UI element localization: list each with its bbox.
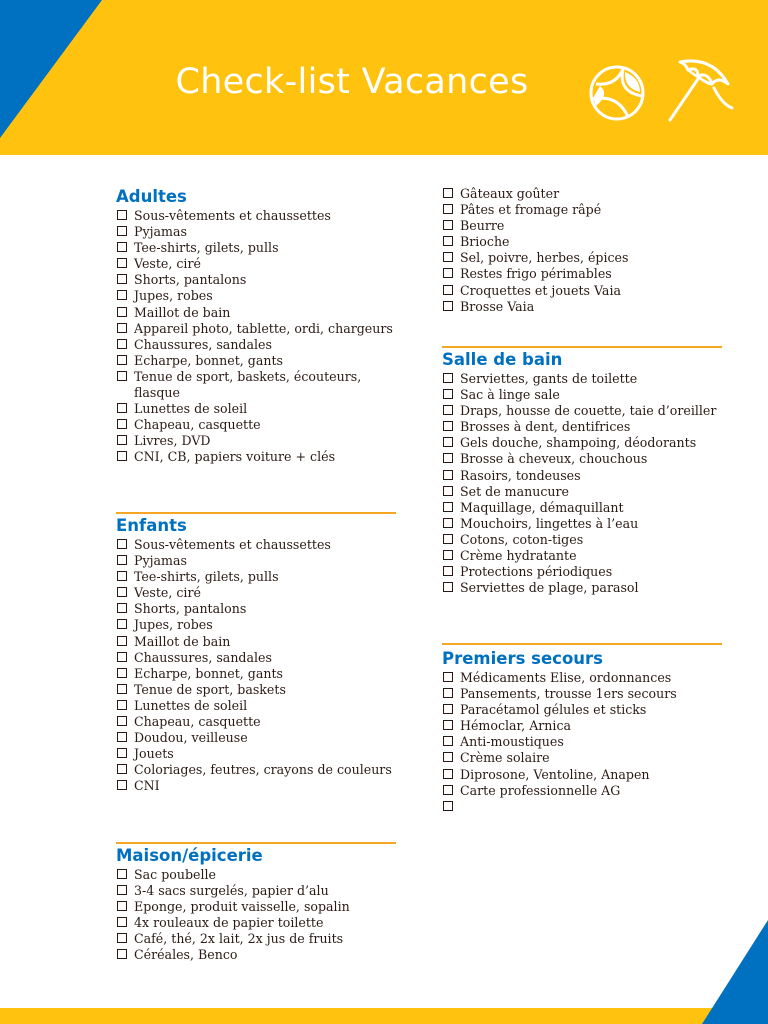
section-title-enfants: Enfants: [116, 516, 187, 535]
checkbox[interactable]: [117, 748, 127, 758]
checkbox[interactable]: [117, 949, 127, 959]
checklist-item: [116, 401, 396, 417]
checkbox[interactable]: [117, 933, 127, 943]
checklist-item: [442, 371, 722, 387]
checkbox[interactable]: [117, 435, 127, 445]
checklist-item: [116, 601, 396, 617]
checkbox[interactable]: [117, 258, 127, 268]
checklist-item: [116, 746, 396, 762]
checkbox[interactable]: [117, 764, 127, 774]
checklist-item-label: Sous-vêtements et chaussettes: [134, 208, 331, 223]
checkbox[interactable]: [443, 785, 453, 795]
checkbox[interactable]: [117, 652, 127, 662]
checklist-item: [116, 682, 396, 698]
checklist-item: [116, 272, 396, 288]
checkbox[interactable]: [117, 716, 127, 726]
checklist-item: [116, 666, 396, 682]
checkbox[interactable]: [443, 268, 453, 278]
checklist-item: [116, 698, 396, 714]
section-maison: [116, 845, 396, 964]
section-title-maison: Maison/épicerie: [116, 846, 263, 865]
checklist-item: [442, 403, 722, 419]
checkbox[interactable]: [117, 780, 127, 790]
checkbox[interactable]: [117, 355, 127, 365]
checklist-item: [442, 734, 722, 750]
checklist-item-label: Maquillage, démaquillant: [460, 499, 624, 515]
checkbox[interactable]: [443, 285, 453, 295]
checklist-item: [116, 867, 396, 883]
checklist-item: [442, 218, 722, 234]
checkbox[interactable]: [117, 403, 127, 413]
checklist-item: [442, 718, 722, 734]
checklist-item-label: Pyjamas: [134, 553, 187, 569]
checklist-item-label: Sac poubelle: [134, 867, 216, 882]
checklist-item: [116, 305, 396, 321]
checklist-item-label: Jupes, robes: [134, 617, 213, 633]
checklist-item-label: Pyjamas: [134, 224, 187, 240]
checklist-item: [116, 585, 396, 601]
checkbox[interactable]: [117, 323, 127, 333]
checklist-item: [442, 702, 722, 718]
checklist-adultes: [116, 208, 396, 466]
checkbox[interactable]: [117, 869, 127, 879]
checklist-item: [116, 634, 396, 650]
section-salle-de-bain: [442, 349, 722, 596]
checklist-item: [442, 451, 722, 467]
checklist-item-label: Brosses à dent, dentifrices: [460, 419, 631, 435]
checkbox[interactable]: [117, 242, 127, 252]
checklist-item-label: Tee-shirts, gilets, pulls: [134, 240, 279, 256]
checkbox[interactable]: [117, 684, 127, 694]
beach-ball-icon: [588, 64, 646, 122]
section-title-premiers-secours: Premiers secours: [442, 649, 603, 668]
checkbox[interactable]: [443, 550, 453, 560]
checkbox[interactable]: [117, 885, 127, 895]
checklist-item: [116, 537, 396, 553]
checkbox[interactable]: [117, 636, 127, 646]
checklist-item: [442, 266, 722, 282]
checklist-item-label: Brosse Vaia: [460, 298, 535, 314]
checklist-item: [116, 730, 396, 746]
section-adultes: [116, 186, 396, 466]
checkbox[interactable]: [443, 389, 453, 399]
checkbox[interactable]: [117, 587, 127, 597]
checklist-item-label: Eponge, produit vaisselle, sopalin: [134, 899, 350, 915]
checklist-item-label: Chapeau, casquette: [134, 714, 261, 730]
checklist-item-label: CNI: [134, 778, 160, 794]
section-divider: [442, 643, 722, 645]
page-title: Check-list Vacances: [175, 62, 529, 102]
checklist-item-label: Médicaments Elise, ordonnances: [460, 670, 672, 685]
checklist-item-label: Serviettes de plage, parasol: [460, 580, 639, 596]
checklist-item: [442, 419, 722, 435]
checklist-item-label: Echarpe, bonnet, gants: [134, 352, 283, 368]
checklist-item: [442, 387, 722, 403]
section-divider: [442, 346, 722, 348]
checklist-item: [116, 762, 396, 778]
checkbox[interactable]: [117, 619, 127, 629]
checklist-item-label: Jupes, robes: [134, 288, 213, 304]
checkbox[interactable]: [117, 571, 127, 581]
checklist-item-label: Echarpe, bonnet, gants: [134, 665, 283, 681]
section-title-adultes: Adultes: [116, 187, 187, 206]
checkbox[interactable]: [117, 419, 127, 429]
checklist-item-label: Paracétamol gélules et sticks: [460, 702, 647, 718]
checkbox[interactable]: [443, 672, 453, 682]
checklist-item: [116, 321, 396, 337]
checklist-item: [116, 369, 396, 401]
checklist-item-label: Mouchoirs, lingettes à l’eau: [460, 515, 639, 531]
checklist-item-label: Serviettes, gants de toilette: [460, 371, 638, 386]
checklist-item-label: Croquettes et jouets Vaia: [460, 282, 621, 298]
checklist-item-label: Draps, housse de couette, taie d’oreiller: [460, 403, 717, 419]
checkbox[interactable]: [443, 582, 453, 592]
checkbox[interactable]: [443, 801, 453, 811]
checklist-item: [442, 564, 722, 580]
checklist-item-label: Maillot de bain: [134, 304, 231, 320]
checklist-item: [442, 186, 722, 202]
checkbox[interactable]: [443, 405, 453, 415]
checklist-item-label: Coloriages, feutres, crayons de couleurs: [134, 762, 392, 778]
checklist-item: [116, 617, 396, 633]
checklist-enfants: [116, 537, 396, 795]
checklist-item-label: Shorts, pantalons: [134, 272, 247, 288]
checklist-item: [442, 202, 722, 218]
checklist-item-label: Sel, poivre, herbes, épices: [460, 250, 629, 266]
checkbox[interactable]: [117, 307, 127, 317]
checkbox[interactable]: [117, 732, 127, 742]
checklist-item: [442, 532, 722, 548]
checklist-item-label: Cotons, coton-tiges: [460, 531, 584, 547]
checklist-item: [116, 224, 396, 240]
checklist-item-label: Brioche: [460, 234, 510, 250]
checklist-item: [116, 931, 396, 947]
checklist-item-label: Doudou, veilleuse: [134, 730, 248, 746]
checklist-item-label: Maillot de bain: [134, 633, 231, 649]
checkbox[interactable]: [117, 290, 127, 300]
checkbox[interactable]: [443, 769, 453, 779]
checklist-item: [116, 449, 396, 465]
checklist-item-label: Tee-shirts, gilets, pulls: [134, 569, 279, 585]
checklist-maison: [116, 867, 396, 964]
section-maison-suite: [442, 186, 722, 315]
checklist-item-label: Chaussures, sandales: [134, 649, 272, 665]
checklist-item: [116, 353, 396, 369]
checklist-item: [442, 500, 722, 516]
checkbox[interactable]: [443, 220, 453, 230]
checklist-item: [116, 256, 396, 272]
checklist-item-label: CNI, CB, papiers voiture + clés: [134, 449, 336, 465]
checkbox[interactable]: [117, 339, 127, 349]
checklist-item-label: Restes frigo périmables: [460, 266, 612, 282]
checklist-item-label: Diprosone, Ventoline, Anapen: [460, 766, 650, 782]
checklist-premiers-secours: [442, 670, 722, 799]
header-banner: [0, 0, 768, 155]
checklist-item-label: Protections périodiques: [460, 564, 613, 580]
checklist-item-label: Lunettes de soleil: [134, 401, 248, 417]
section-title-salle-de-bain: Salle de bain: [442, 350, 563, 369]
checkbox[interactable]: [443, 236, 453, 246]
checkbox[interactable]: [443, 486, 453, 496]
checklist-item-label: Veste, ciré: [134, 256, 201, 272]
checkbox[interactable]: [443, 421, 453, 431]
checklist-item-label: Chaussures, sandales: [134, 336, 272, 352]
checklist-item-label: Crème hydratante: [460, 548, 577, 564]
checklist-item-label: Pâtes et fromage râpé: [460, 202, 602, 218]
checkbox[interactable]: [117, 917, 127, 927]
checklist-item: [442, 548, 722, 564]
checkbox[interactable]: [443, 752, 453, 762]
checklist-item-label: Carte professionnelle AG: [460, 782, 621, 798]
checkbox[interactable]: [117, 451, 127, 461]
checklist-item: [116, 337, 396, 353]
checklist-item: [442, 767, 722, 783]
checklist-item: [442, 670, 722, 686]
checklist-item-label: Lunettes de soleil: [134, 697, 248, 713]
checklist-item-label: Livres, DVD: [134, 433, 211, 449]
checkbox[interactable]: [443, 502, 453, 512]
checklist-item-label: Chapeau, casquette: [134, 417, 261, 433]
checklist-item: [442, 484, 722, 500]
checklist-item: [116, 915, 396, 931]
checklist-item-label: Gels douche, shampoing, déodorants: [460, 435, 697, 451]
checklist-item: [116, 569, 396, 585]
checklist-item: [442, 783, 722, 799]
checklist-item-label: Beurre: [460, 218, 505, 234]
checklist-item-label: 4x rouleaux de papier toilette: [134, 915, 324, 931]
section-premiers-secours: [442, 648, 722, 799]
checkbox[interactable]: [117, 668, 127, 678]
checklist-item: [116, 240, 396, 256]
beach-umbrella-icon: [662, 54, 734, 126]
checklist-item: [442, 250, 722, 266]
checkbox[interactable]: [117, 210, 127, 220]
checkbox[interactable]: [117, 274, 127, 284]
checkbox[interactable]: [117, 371, 127, 381]
checklist-item-label: 3-4 sacs surgelés, papier d’alu: [134, 883, 329, 899]
checklist-item-label: Tenue de sport, baskets: [134, 681, 286, 697]
checklist-item: [116, 433, 396, 449]
checklist-item: [442, 234, 722, 250]
checklist-item-label: Tenue de sport, baskets, écouteurs, flasque: [134, 368, 362, 401]
checklist-item: [442, 299, 722, 315]
checklist-item: [442, 516, 722, 532]
checklist-salle-de-bain: [442, 371, 722, 596]
checklist-item: [442, 686, 722, 702]
checklist-item-label: Shorts, pantalons: [134, 601, 247, 617]
section-divider: [116, 512, 396, 514]
checklist-item: [442, 750, 722, 766]
checklist-item: [116, 288, 396, 304]
checklist-item-label: Gâteaux goûter: [460, 186, 560, 201]
checkbox[interactable]: [443, 736, 453, 746]
checkbox[interactable]: [443, 704, 453, 714]
checkbox[interactable]: [117, 226, 127, 236]
checkbox[interactable]: [117, 603, 127, 613]
checklist-item: [116, 650, 396, 666]
checklist-item: [116, 947, 396, 963]
checkbox[interactable]: [443, 534, 453, 544]
checkbox[interactable]: [443, 453, 453, 463]
checklist-item-label: Sac à linge sale: [460, 387, 560, 403]
checklist-item: [442, 283, 722, 299]
checklist-item-label: Café, thé, 2x lait, 2x jus de fruits: [134, 931, 344, 947]
section-divider: [116, 842, 396, 844]
checklist-item: [116, 417, 396, 433]
checkbox[interactable]: [443, 373, 453, 383]
checklist-item-label: Appareil photo, tablette, ordi, chargeurs: [134, 320, 393, 336]
checklist-maison-suite: [442, 186, 722, 315]
checklist-item-label: Brosse à cheveux, chouchous: [460, 451, 648, 467]
checkbox[interactable]: [443, 518, 453, 528]
checkbox[interactable]: [443, 188, 453, 198]
checklist-item: [116, 883, 396, 899]
checkbox[interactable]: [443, 437, 453, 447]
blue-corner-decoration-bottom: [698, 920, 768, 1024]
checklist-item: [442, 435, 722, 451]
checkbox[interactable]: [117, 901, 127, 911]
checkbox[interactable]: [443, 470, 453, 480]
checkbox[interactable]: [117, 539, 127, 549]
checklist-item-label: Hémoclar, Arnica: [460, 718, 572, 734]
checklist-item-label: Jouets: [134, 746, 174, 762]
checkbox[interactable]: [443, 688, 453, 698]
checklist-item: [442, 468, 722, 484]
checklist-item-label: Pansements, trousse 1ers secours: [460, 686, 677, 702]
checklist-item: [116, 899, 396, 915]
checklist-item-label: Rasoirs, tondeuses: [460, 467, 581, 483]
checkbox[interactable]: [443, 720, 453, 730]
checkbox[interactable]: [443, 566, 453, 576]
bottom-band: [0, 1008, 768, 1024]
checkbox[interactable]: [443, 204, 453, 214]
checklist-item: [116, 553, 396, 569]
checklist-item: [116, 778, 396, 794]
checkbox[interactable]: [443, 301, 453, 311]
checklist-item: [116, 714, 396, 730]
checklist-item: [116, 208, 396, 224]
checkbox[interactable]: [117, 555, 127, 565]
checklist-item-label: Sous-vêtements et chaussettes: [134, 537, 331, 552]
checklist-item-label: Crème solaire: [460, 750, 550, 766]
checklist-item-label: Veste, ciré: [134, 585, 201, 601]
checklist-item-label: Céréales, Benco: [134, 947, 238, 963]
checklist-item-label: Set de manucure: [460, 483, 569, 499]
section-enfants: [116, 515, 396, 795]
checklist-item-label: Anti-moustiques: [460, 734, 564, 750]
checklist-item: [442, 580, 722, 596]
checkbox[interactable]: [117, 700, 127, 710]
checkbox[interactable]: [443, 252, 453, 262]
